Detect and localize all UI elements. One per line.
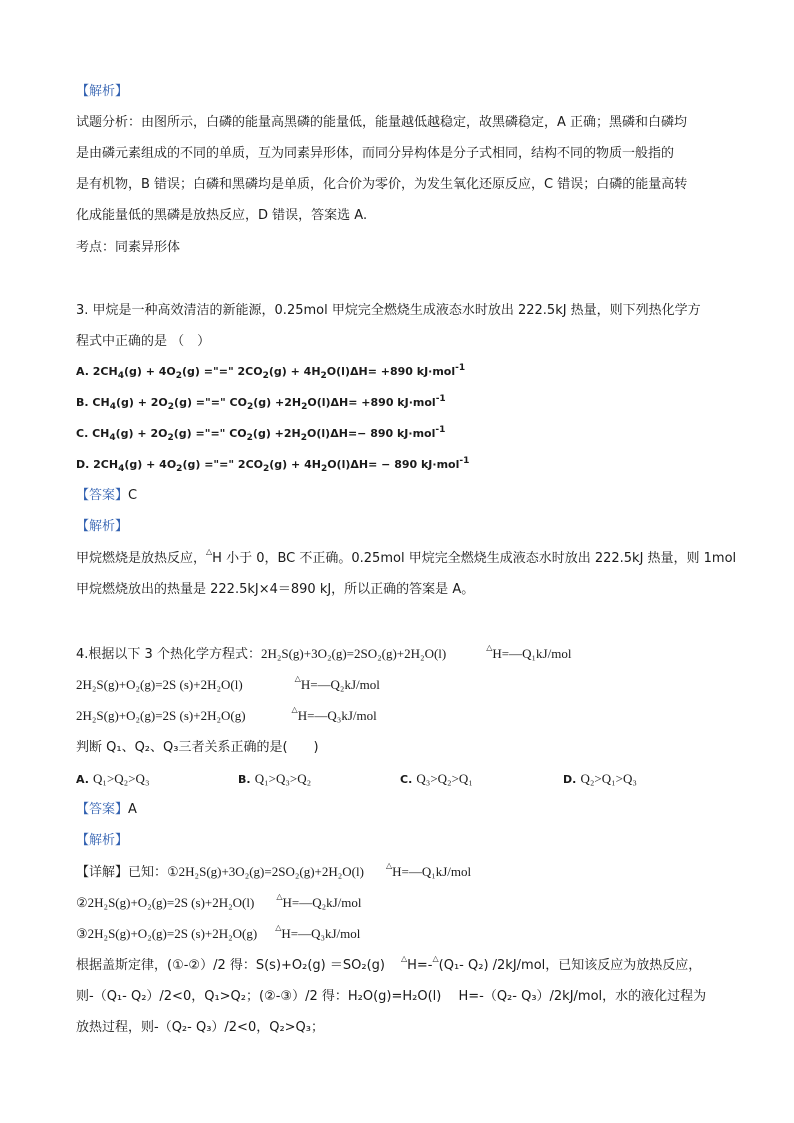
delta-triangle-icon: △ bbox=[276, 892, 283, 901]
answer-label: 【答案】 bbox=[76, 802, 129, 817]
q4-option-a: A. Q₁>Q₂>Q₃ bbox=[76, 771, 150, 786]
answer-value: A bbox=[128, 802, 137, 817]
q3-stem-line-2: 程式中正确的是 （ ） bbox=[76, 334, 211, 349]
answer-value: C bbox=[128, 488, 138, 503]
q3-option-c: C. $CH_4(g) + 2O_2(g)$ ="=" $CO_2(g) +2H_2O(l)\Delta H=- 890$ kJ·mol$^{-1}$ bbox=[76, 425, 446, 443]
q3-option-a: A. $2CH_4(g) + 4O_2(g)$ ="=" $2CO_2(g) + 4H_2O(l)\Delta H= +890$ kJ·mol$^{-1}$ bbox=[76, 363, 466, 381]
q4-hess-line-2: 则-（Q₁- Q₂）/2<0，Q₁>Q₂；(②-③）/2 得：H₂O(g)=H₂O(l) H=-（Q₂- Q₃）/2kJ/mol，水的液化过程为 bbox=[76, 989, 707, 1004]
delta-triangle-icon: △ bbox=[385, 861, 393, 870]
delta-triangle-icon: △ bbox=[486, 643, 493, 652]
q3-option-d: D. $2CH_4(g) + 4O_2(g)$ ="=" $2CO_2(g) + 4H_2O(l)\Delta H= - 890$ kJ·mol$^{-1}$ bbox=[76, 456, 470, 474]
q3-jiexi-label: 【解析】 bbox=[76, 519, 129, 534]
q4-jiexi-label: 【解析】 bbox=[76, 833, 129, 848]
q4-hess-line-3: 放热过程，则-（Q₂- Q₃）/2<0，Q₂>Q₃； bbox=[76, 1020, 324, 1035]
q2-jiexi-label: 【解析】 bbox=[76, 84, 129, 99]
q4-eq2: 2H₂S(g)+O₂(g)=2S (s)+2H₂O(l) △H=—Q₂kJ/mol bbox=[76, 674, 380, 692]
q2-analysis-line-2: 是由磷元素组成的不同的单质，互为同素异形体，而同分异构体是分子式相同，结构不同的物质一般指的 bbox=[76, 146, 675, 161]
q4-hess-line-1: 根据盖斯定律，(①-②）/2 得：S(s)+O₂(g) ＝SO₂(g) △H=-△(Q₁- Q₂) /2kJ/mol，已知该反应为放热反应， bbox=[76, 954, 702, 973]
delta-triangle-icon: △ bbox=[206, 547, 213, 556]
q4-answer bbox=[76, 800, 137, 820]
q4-option-b: B. Q₁>Q₃>Q₂ bbox=[238, 771, 312, 786]
q4-option-c: C. Q₃>Q₂>Q₁ bbox=[400, 771, 473, 786]
answer-label: 【答案】 bbox=[76, 488, 129, 503]
q3-analysis-line-2: 甲烷燃烧放出的热量是 222.5kJ×4＝890 kJ，所以正确的答案是 A。 bbox=[76, 582, 475, 597]
q2-analysis-line-1: 试题分析：由图所示，白磷的能量高黑磷的能量低，能量越低越稳定，故黑磷稳定，A 正确；黑磷和白磷均 bbox=[76, 115, 688, 130]
delta-triangle-icon: △ bbox=[291, 705, 298, 714]
q3-analysis-line-1: 甲烷燃烧是放热反应，△H 小于 0，BC 不正确。0.25mol 甲烷完全燃烧生成液态水时放出 222.5kJ 热量，则 1mol bbox=[76, 547, 737, 566]
q2-kaodian: 考点：同素异形体 bbox=[76, 240, 181, 255]
q4-stem: 4.根据以下 3 个热化学方程式：2H₂S(g)+3O₂(g)=2SO₂(g)+2H₂O(l) △H=—Q₁kJ/mol bbox=[76, 643, 572, 662]
q3-option-b: B. $CH_4(g) + 2O_2(g)$ ="=" $CO_2(g) +2H_2O(l)\Delta H= +890$ kJ·mol$^{-1}$ bbox=[76, 394, 446, 412]
q4-detail-line-1: 【详解】已知：①2H₂S(g)+3O₂(g)=2SO₂(g)+2H₂O(l) △H=—Q₁kJ/mol bbox=[76, 861, 472, 880]
delta-triangle-icon: △ bbox=[432, 954, 439, 963]
q3-answer bbox=[76, 486, 137, 506]
q4-option-d: D. Q₂>Q₁>Q₃ bbox=[563, 771, 637, 786]
delta-triangle-icon: △ bbox=[275, 923, 282, 932]
q2-analysis-line-4: 化成能量低的黑磷是放热反应，D 错误，答案选 A. bbox=[76, 208, 368, 223]
q4-detail-line-3: ③2H₂S(g)+O₂(g)=2S (s)+2H₂O(g) △H=—Q₃kJ/mol bbox=[76, 923, 361, 941]
q2-analysis-line-3: 是有机物，B 错误；白磷和黑磷均是单质，化合价为零价，为发生氧化还原反应，C 错误；白磷的能量高转 bbox=[76, 177, 688, 192]
delta-triangle-icon: △ bbox=[294, 674, 301, 683]
q3-stem-line-1: 3. 甲烷是一种高效清洁的新能源，0.25mol 甲烷完全燃烧生成液态水时放出 222.5kJ 热量，则下列热化学方 bbox=[76, 303, 701, 318]
q4-detail-line-2: ②2H₂S(g)+O₂(g)=2S (s)+2H₂O(l) △H=—Q₂kJ/mol bbox=[76, 892, 362, 910]
delta-triangle-icon: △ bbox=[400, 954, 408, 963]
q4-eq3: 2H₂S(g)+O₂(g)=2S (s)+2H₂O(g) △H=—Q₃kJ/mol bbox=[76, 705, 377, 723]
q4-question: 判断 Q₁、Q₂、Q₃三者关系正确的是( ) bbox=[76, 740, 319, 755]
